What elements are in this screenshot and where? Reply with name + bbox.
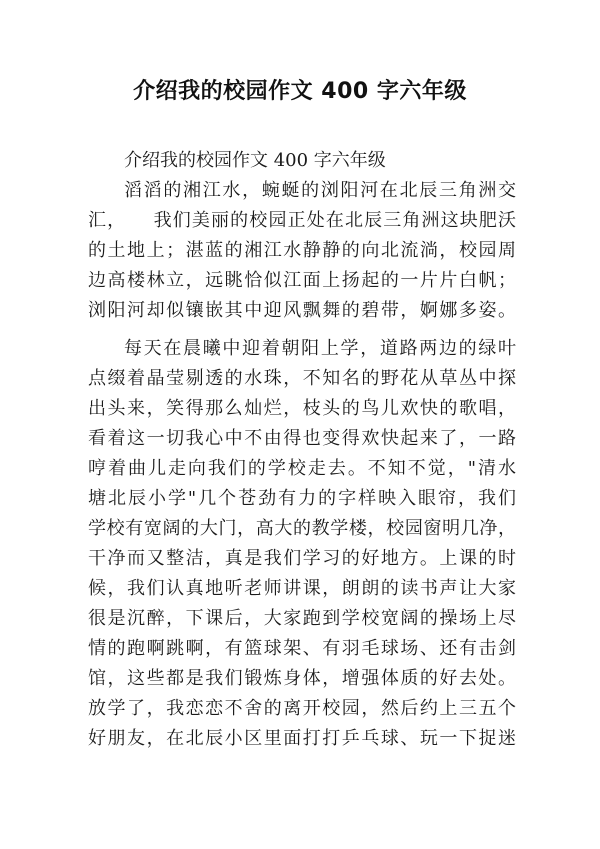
- text-line: 好朋友，在北辰小区里面打打乒乓球、玩一下捉迷: [88, 728, 516, 749]
- text-line: 哼着曲儿走向我们的学校走去。不知不觉，"清水: [88, 458, 516, 479]
- text-line: 出头来，笑得那么灿烂，枝头的鸟儿欢快的歌唱，: [88, 398, 516, 419]
- text-line: 干净而又整洁，真是我们学习的好地方。上课的时: [88, 548, 516, 569]
- document-body: [88, 146, 516, 754]
- text-line: 候，我们认真地听老师讲课，朗朗的读书声让大家: [88, 578, 516, 599]
- text-line: 很是沉醉，下课后，大家跑到学校宽阔的操场上尽: [88, 608, 516, 629]
- text-line: 放学了，我恋恋不舍的离开校园，然后约上三五个: [88, 698, 516, 719]
- text-line: 边高楼林立，远眺恰似江面上扬起的一片片白帆；: [88, 270, 516, 291]
- text-line: 的土地上；湛蓝的湘江水静静的向北流淌，校园周: [88, 240, 516, 261]
- text-line: 点缀着晶莹剔透的水珠，不知名的野花从草丛中探: [88, 368, 516, 389]
- text-line: 情的跑啊跳啊，有篮球架、有羽毛球场、还有击剑: [88, 638, 516, 659]
- text-line: 塘北辰小学"几个苍劲有力的字样映入眼帘，我们: [88, 488, 516, 509]
- text-line: 看着这一切我心中不由得也变得欢快起来了，一路: [88, 428, 516, 449]
- text-line: 滔滔的湘江水，蜿蜒的浏阳河在北辰三角洲交: [124, 180, 516, 201]
- text-line: 浏阳河却似镶嵌其中迎风飘舞的碧带，婀娜多姿。: [88, 300, 516, 321]
- text-line: 汇， 我们美丽的校园正处在北辰三角洲这块肥沃: [88, 210, 516, 231]
- document-subtitle: 介绍我的校园作文 400 字六年级: [124, 150, 386, 171]
- text-line: 每天在晨曦中迎着朝阳上学，道路两边的绿叶: [124, 338, 516, 359]
- text-line: 馆，这些都是我们锻炼身体，增强体质的好去处。: [88, 668, 516, 689]
- document-title: 介绍我的校园作文 400 字六年级: [133, 79, 467, 104]
- text-line: 学校有宽阔的大门，高大的教学楼，校园窗明几净，: [88, 518, 516, 539]
